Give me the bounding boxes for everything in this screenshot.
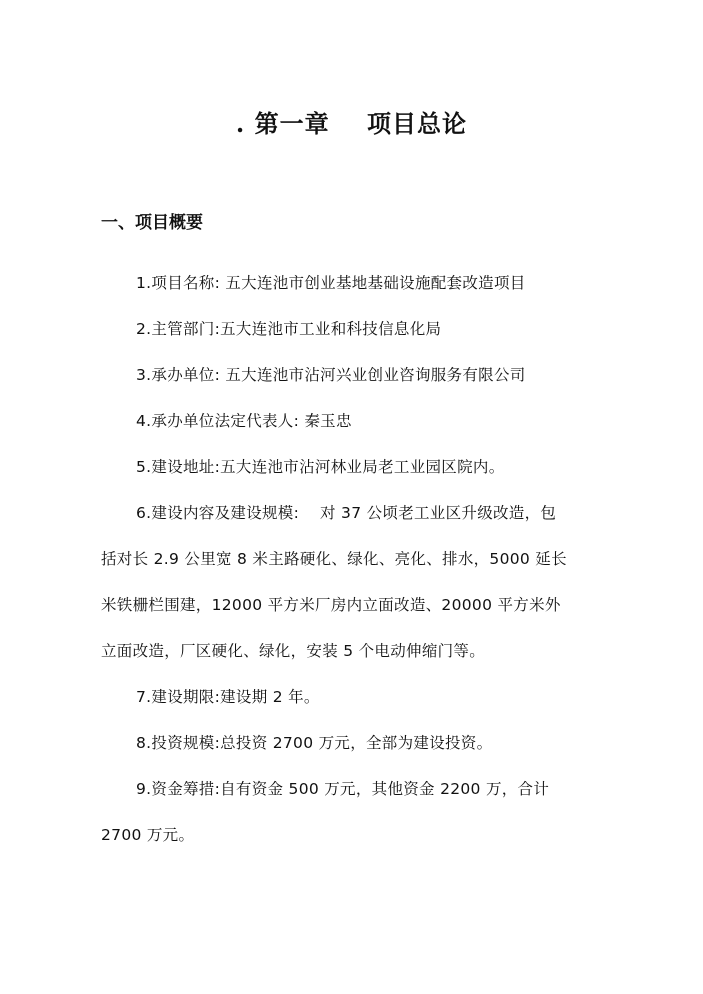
item-construction-scope-cont-1: 括对长 2.9 公里宽 8 米主路硬化、绿化、亮化、排水，5000 延长 <box>101 550 567 568</box>
item-department: 2.主管部门:五大连池市工业和科技信息化局 <box>136 320 442 338</box>
item-fund-raising-cont: 2700 万元。 <box>101 826 195 844</box>
chapter-title: . 第一章 项目总论 <box>235 109 468 138</box>
item-fund-raising: 9.资金筹措:自有资金 500 万元，其他资金 2200 万，合计 <box>136 780 550 798</box>
item-construction-site: 5.建设地址:五大连池市沾河林业局老工业园区院内。 <box>136 458 505 476</box>
item-undertaking-unit: 3.承办单位: 五大连池市沾河兴业创业咨询服务有限公司 <box>136 366 526 384</box>
item-construction-scope-cont-2: 米铁栅栏围建，12000 平方米厂房内立面改造、20000 平方米外 <box>101 596 561 614</box>
item-project-name: 1.项目名称: 五大连池市创业基地基础设施配套改造项目 <box>136 274 526 292</box>
item-construction-period: 7.建设期限:建设期 2 年。 <box>136 688 320 706</box>
item-construction-scope-cont-3: 立面改造，厂区硬化、绿化，安装 5 个电动伸缩门等。 <box>101 642 486 660</box>
item-legal-representative: 4.承办单位法定代表人: 秦玉忠 <box>136 412 352 430</box>
section-title: 一、项目概要 <box>101 213 203 233</box>
item-construction-scope: 6.建设内容及建设规模: 对 37 公顷老工业区升级改造，包 <box>136 504 557 522</box>
item-investment-scale: 8.投资规模:总投资 2700 万元，全部为建设投资。 <box>136 734 493 752</box>
